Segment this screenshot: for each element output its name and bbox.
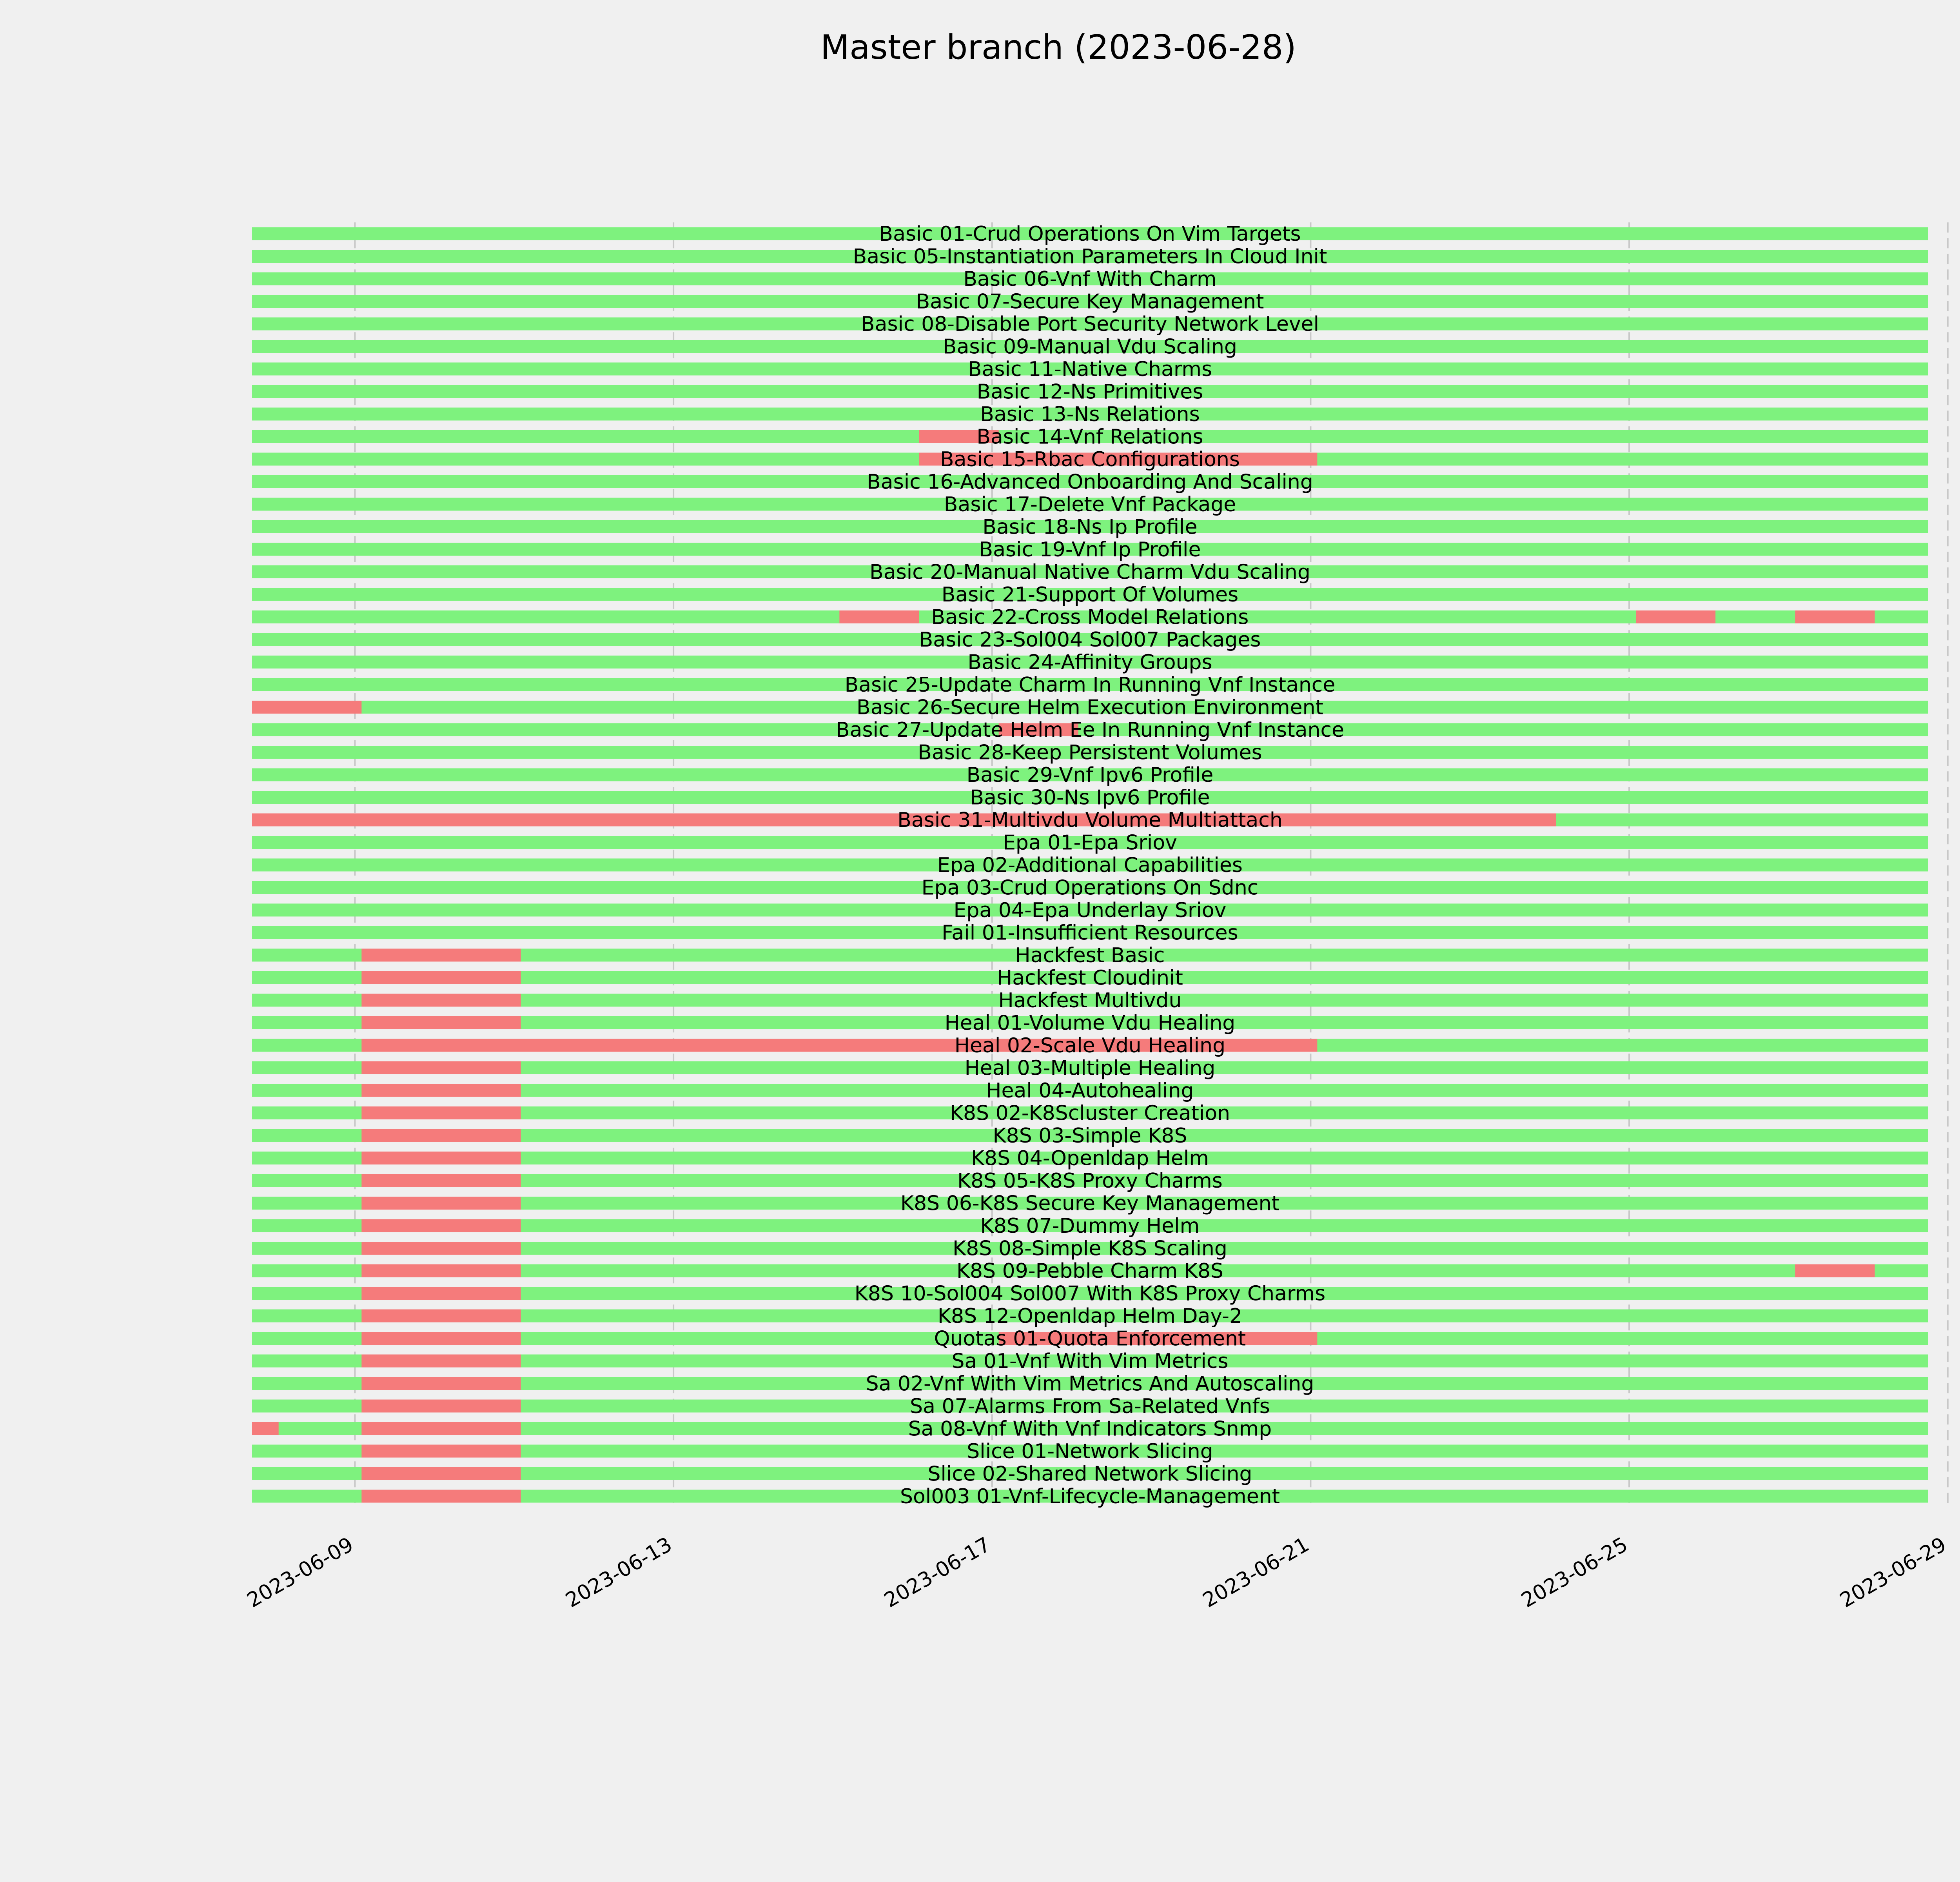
row-label: Sa 08-Vnf With Vnf Indicators Snmp [908, 1417, 1272, 1441]
row-label: Heal 02-Scale Vdu Healing [954, 1034, 1226, 1057]
row-label: Basic 29-Vnf Ipv6 Profile [966, 763, 1214, 787]
row-label: Epa 04-Epa Underlay Sriov [953, 899, 1227, 922]
row-label: Basic 14-Vnf Relations [976, 425, 1203, 449]
x-tick-label: 2023-06-09 [243, 1533, 358, 1613]
fail-bar [361, 1152, 521, 1164]
row-label: Basic 31-Multivdu Volume Multiattach [897, 808, 1283, 832]
row-label: Slice 01-Network Slicing [967, 1440, 1213, 1463]
fail-bar [361, 1400, 521, 1413]
x-tick-label: 2023-06-29 [1836, 1533, 1951, 1613]
fail-bar [361, 1332, 521, 1345]
row-label: Basic 13-Ns Relations [980, 403, 1200, 426]
row-label: Sa 02-Vnf With Vim Metrics And Autoscaling [866, 1372, 1314, 1396]
row-label: Basic 30-Ns Ipv6 Profile [970, 786, 1210, 810]
row-label: Slice 02-Shared Network Slicing [927, 1462, 1252, 1486]
row-label: Basic 23-Sol004 Sol007 Packages [919, 628, 1261, 652]
fail-bar [252, 1422, 279, 1435]
row-label: Heal 01-Volume Vdu Healing [944, 1011, 1236, 1035]
fail-bar [361, 994, 521, 1007]
row-label: K8S 05-K8S Proxy Charms [957, 1169, 1223, 1193]
row-label: Basic 05-Instantiation Parameters In Cloud Init [853, 245, 1327, 269]
row-label: Basic 28-Keep Persistent Volumes [918, 741, 1262, 765]
row-label: K8S 06-K8S Secure Key Management [900, 1192, 1280, 1215]
row-label: Heal 03-Multiple Healing [964, 1056, 1216, 1080]
row-label: Basic 09-Manual Vdu Scaling [942, 335, 1238, 359]
row-label: Hackfest Multivdu [998, 989, 1182, 1012]
x-tick-label: 2023-06-25 [1517, 1533, 1632, 1613]
row-label: K8S 12-Openldap Helm Day-2 [937, 1304, 1243, 1328]
fail-bar [361, 1422, 521, 1435]
row-label: K8S 08-Simple K8S Scaling [953, 1237, 1227, 1261]
row-label: Basic 11-Native Charms [967, 358, 1212, 381]
row-label: Basic 17-Delete Vnf Package [944, 493, 1236, 516]
row-label: K8S 02-K8Scluster Creation [949, 1101, 1230, 1125]
fail-bar [361, 1084, 521, 1097]
row-label: Basic 22-Cross Model Relations [931, 605, 1249, 629]
row-label: Epa 01-Epa Sriov [1003, 831, 1177, 855]
row-label: Basic 01-Crud Operations On Vim Targets [879, 222, 1301, 246]
row-label: Basic 20-Manual Native Charm Vdu Scaling [869, 560, 1310, 584]
row-label: K8S 03-Simple K8S [993, 1124, 1187, 1148]
fail-bar [252, 701, 361, 714]
x-tick-label: 2023-06-13 [561, 1533, 676, 1613]
row-label: Sa 07-Alarms From Sa-Related Vnfs [910, 1395, 1270, 1418]
row-label: Basic 06-Vnf With Charm [963, 267, 1217, 291]
fail-bar [361, 1310, 521, 1322]
fail-bar [361, 1490, 521, 1503]
row-label: Basic 21-Support Of Volumes [941, 583, 1239, 607]
fail-bar [361, 971, 521, 984]
row-label: Basic 24-Affinity Groups [967, 650, 1212, 674]
row-label: K8S 07-Dummy Helm [980, 1214, 1200, 1238]
row-label: Basic 08-Disable Port Security Network Level [860, 312, 1319, 336]
fail-bar [1795, 1264, 1875, 1277]
fail-bar [361, 949, 521, 962]
row-label: Epa 02-Additional Capabilities [937, 854, 1243, 877]
x-tick-label: 2023-06-21 [1199, 1533, 1313, 1613]
chart-title: Master branch (2023-06-28) [820, 28, 1297, 67]
fail-bar [361, 1219, 521, 1232]
row-label: Basic 12-Ns Primitives [976, 380, 1203, 404]
fail-bar [361, 1264, 521, 1277]
row-label: Sol003 01-Vnf-Lifecycle-Management [900, 1485, 1280, 1508]
row-label: Quotas 01-Quota Enforcement [934, 1327, 1246, 1351]
row-label: Sa 01-Vnf With Vim Metrics [951, 1350, 1229, 1373]
fail-bar [361, 1016, 521, 1029]
row-label: Basic 19-Vnf Ip Profile [979, 538, 1201, 561]
fail-bar [361, 1377, 521, 1390]
row-label: K8S 04-Openldap Helm [971, 1146, 1209, 1170]
row-label: K8S 10-Sol004 Sol007 With K8S Proxy Charms [854, 1282, 1326, 1306]
row-label: Basic 26-Secure Helm Execution Environment [857, 696, 1323, 719]
row-label: Basic 15-Rbac Configurations [940, 448, 1240, 471]
row-label: Basic 18-Ns Ip Profile [982, 515, 1198, 539]
row-label: Basic 27-Update Helm Ee In Running Vnf Instance [835, 718, 1345, 742]
fail-bar [1636, 610, 1715, 623]
row-label: Basic 07-Secure Key Management [916, 290, 1264, 314]
fail-bar [361, 1355, 521, 1368]
fail-bar [361, 1467, 521, 1480]
row-label: Hackfest Cloudinit [997, 966, 1183, 990]
fail-bar [361, 1242, 521, 1255]
fail-bar [361, 1197, 521, 1210]
fail-bar [839, 610, 919, 623]
row-label: Epa 03-Crud Operations On Sdnc [921, 876, 1259, 900]
fail-bar [361, 1287, 521, 1300]
row-label: Hackfest Basic [1015, 944, 1165, 967]
row-label: Basic 25-Update Charm In Running Vnf Instance [844, 673, 1336, 697]
fail-bar [361, 1106, 521, 1119]
row-label: Basic 16-Advanced Onboarding And Scaling [867, 470, 1313, 494]
fail-bar [1795, 610, 1875, 623]
fail-bar [361, 1129, 521, 1142]
fail-bar [361, 1174, 521, 1187]
fail-bar [361, 1445, 521, 1458]
fail-bar [361, 1061, 521, 1074]
row-label: Fail 01-Insufficient Resources [942, 921, 1238, 945]
row-label: Heal 04-Autohealing [986, 1079, 1194, 1103]
x-tick-label: 2023-06-17 [880, 1533, 995, 1613]
row-label: K8S 09-Pebble Charm K8S [956, 1259, 1224, 1283]
